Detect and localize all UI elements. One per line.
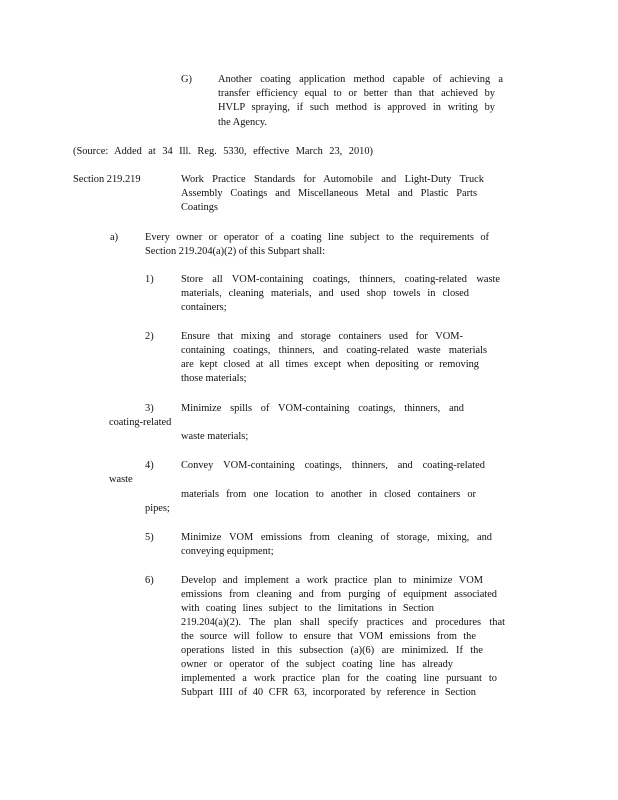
item-5-line-1: Minimize VOM emissions from cleaning of storage, mixing, and (181, 532, 492, 543)
item-3-line-2: waste materials; (181, 431, 249, 442)
section-title-line-2: Assembly Coatings and Miscellaneous Metal and Plastic Parts (181, 188, 477, 199)
item-1-line-2: materials, cleaning materials, and used shop towels in closed (181, 288, 469, 299)
item-g-line-1: Another coating application method capable of achieving a (218, 74, 503, 85)
item-4-label: 4) (145, 460, 154, 471)
source-note: (Source: Added at 34 Ill. Reg. 5330, effective March 23, 2010) (73, 146, 373, 157)
subsection-a-line-1: Every owner or operator of a coating line subject to the requirements of (145, 232, 489, 243)
item-2-line-2: containing coatings, thinners, and coating-related waste materials (181, 345, 487, 356)
item-2-label: 2) (145, 331, 154, 342)
item-4-tail: pipes; (145, 503, 170, 514)
item-1-label: 1) (145, 274, 154, 285)
item-6-line-7: owner or operator of the subject coating line has already (181, 659, 453, 670)
item-2-line-3: are kept closed at all times except when depositing or removing (181, 359, 479, 370)
item-1-line-1: Store all VOM-containing coatings, thinners, coating-related waste (181, 274, 500, 285)
subsection-a-line-2: Section 219.204(a)(2) of this Subpart shall: (145, 246, 326, 257)
item-g-line-3: HVLP spraying, if such method is approved in writing by (218, 102, 495, 113)
item-g-label: G) (181, 74, 192, 85)
item-3-wrap: coating-related (109, 417, 172, 428)
item-6-line-2: emissions from cleaning and from purging of equipment associated (181, 589, 497, 600)
section-title-line-3: Coatings (181, 202, 218, 213)
item-6-line-8: implemented a work practice plan for the coating line pursuant to (181, 673, 497, 684)
item-4-line-1: Convey VOM-containing coatings, thinners, and coating-related (181, 460, 485, 471)
item-g-line-4: the Agency. (218, 117, 267, 128)
item-4-wrap: waste (109, 474, 133, 485)
section-title-line-1: Work Practice Standards for Automobile and Light-Duty Truck (181, 174, 484, 185)
section-number: Section 219.219 (73, 174, 141, 185)
item-6-line-3: with coating lines subject to the limitations in Section (181, 603, 434, 614)
item-5-label: 5) (145, 532, 154, 543)
item-4-line-2: materials from one location to another in closed containers or (181, 489, 476, 500)
item-2-line-4: those materials; (181, 373, 247, 384)
item-3-label: 3) (145, 403, 154, 414)
item-g-line-2: transfer efficiency equal to or better than that achieved by (218, 88, 495, 99)
item-6-line-1: Develop and implement a work practice plan to minimize VOM (181, 575, 483, 586)
item-2-line-1: Ensure that mixing and storage containers used for VOM- (181, 331, 463, 342)
item-1-line-3: containers; (181, 302, 227, 313)
item-3-line-1: Minimize spills of VOM-containing coatings, thinners, and (181, 403, 464, 414)
item-6-line-9: Subpart IIII of 40 CFR 63, incorporated by reference in Section (181, 687, 476, 698)
item-6-line-4: 219.204(a)(2). The plan shall specify practices and procedures that (181, 617, 505, 628)
item-6-label: 6) (145, 575, 154, 586)
item-6-line-6: operations listed in this subsection (a)(6) are minimized. If the (181, 645, 483, 656)
subsection-a-label: a) (110, 232, 119, 243)
item-5-line-2: conveying equipment; (181, 546, 274, 557)
item-6-line-5: the source will follow to ensure that VOM emissions from the (181, 631, 476, 642)
